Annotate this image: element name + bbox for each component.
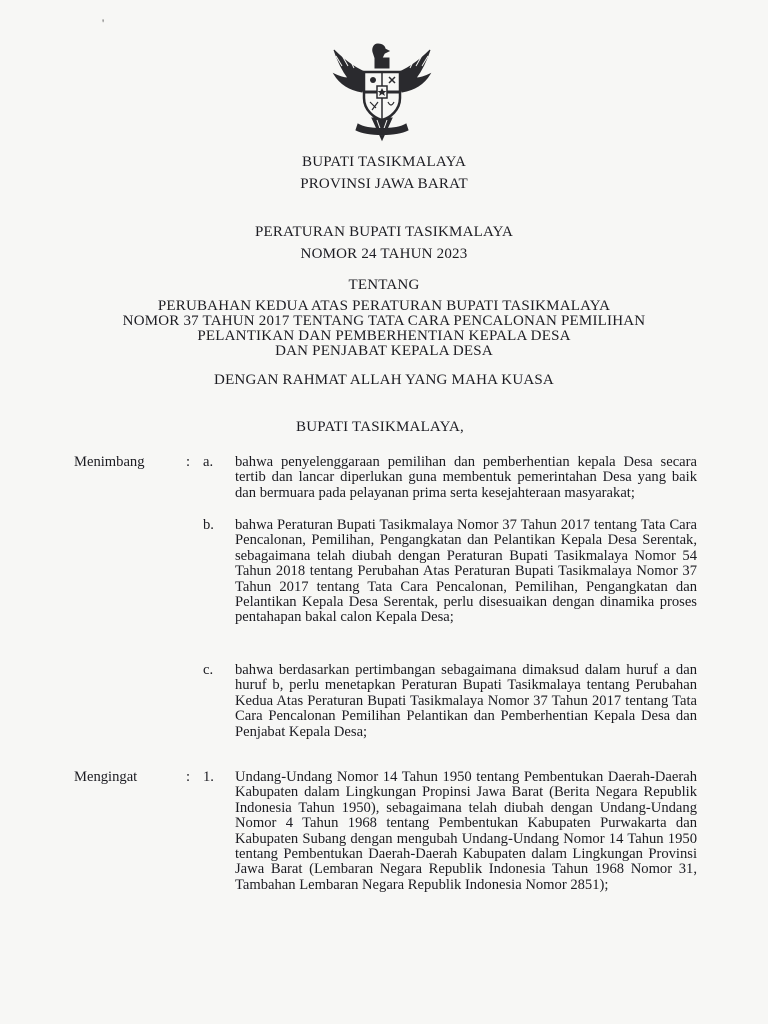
consideration-text: bahwa Peraturan Bupati Tasikmalaya Nomor 37 Tahun 2017 tentang Tata Cara Pencalonan, Pemilihan, Pengangkatan dan Pelantikan Kepala Desa Serentak, sebagaimana telah diubah dengan Peraturan Bupati Tasikmalaya Nomor 54 Tahun 2018 tentang Perubahan Atas Peraturan Bupati Tasikmalaya Nomor 37 Tahun 2017 tentang Tata Cara Pencalonan, Pemilihan, Pengangkatan dan Pelantikan Kepala Desa Serentak, perlu disesuaikan dengan dinamika proses pentahapan bakal calon Kepala Desa; [235,517,697,626]
garuda-emblem-icon [328,40,436,146]
grace-statement: DENGAN RAHMAT ALLAH YANG MAHA KUASA [214,372,554,388]
consideration-text: bahwa penyelenggaraan pemilihan dan pemberhentian kepala Desa secara tertib dan lancar diperlukan guna membentuk pemerintahan Desa yang baik dan bermuara pada pelayanan prima serta kesejahteraan masyarakat; [235,454,697,501]
addressee: BUPATI TASIKMALAYA, [296,419,464,435]
regulation-subject-line-3: PELANTIKAN DAN PEMBERHENTIAN KEPALA DESA [197,328,571,344]
mengingat-colon: : [186,769,191,785]
regulation-title: PERATURAN BUPATI TASIKMALAYA [254,224,514,240]
mengingat-label: Mengingat [74,769,138,785]
regulation-subject-line-1: PERUBAHAN KEDUA ATAS PERATURAN BUPATI TASIKMALAYA [157,298,611,314]
item-marker: c. [203,662,214,678]
menimbang-colon: : [186,454,191,470]
consideration-text: bahwa berdasarkan pertimbangan sebagaimana dimaksud dalam huruf a dan huruf b, perlu menetapkan Peraturan Bupati Tasikmalaya tentang Perubahan Kedua Atas Peraturan Bupati Tasikmalaya Nomor 37 Tahun 2017 tentang Tata Cara Pencalonan Pemilihan Pelantikan dan Pemberhentian Kepala Desa dan Penjabat Kepala Desa; [235,662,697,740]
scan-mark: ' [102,16,105,30]
item-marker: a. [203,454,214,470]
regulation-subject-line-4: DAN PENJABAT KEPALA DESA [275,343,493,359]
regulation-subject-line-2: NOMOR 37 TAHUN 2017 TENTANG TATA CARA PENCALONAN PEMILIHAN [122,313,646,329]
about-heading: TENTANG [348,277,420,293]
legal-basis-text: Undang-Undang Nomor 14 Tahun 1950 tentang Pembentukan Daerah-Daerah Kabupaten dalam Lingkungan Propinsi Jawa Barat (Berita Negara Republik Indonesia Tahun 1950), sebagaimana telah diubah dengan Undang-Undang Nomor 4 Tahun 1968 tentang Pembentukan Kabupaten Purwakarta dan Kabupaten Subang dengan mengubah Undang-Undang Nomor 14 Tahun 1950 tentang Pembentukan Daerah-Daerah Kabupaten dalam Lingkungan Provinsi Jawa Barat (Lembaran Negara Republik Indonesia Tahun 1968 Nomor 31, Tambahan Lembaran Negara Republik Indonesia Nomor 2851); [235,769,697,893]
menimbang-label: Menimbang [74,454,145,470]
province-title: PROVINSI JAWA BARAT [300,176,468,192]
official-title: BUPATI TASIKMALAYA [302,154,466,170]
regulation-number: NOMOR 24 TAHUN 2023 [300,246,468,262]
item-marker: 1. [203,769,214,785]
item-marker: b. [203,517,214,533]
